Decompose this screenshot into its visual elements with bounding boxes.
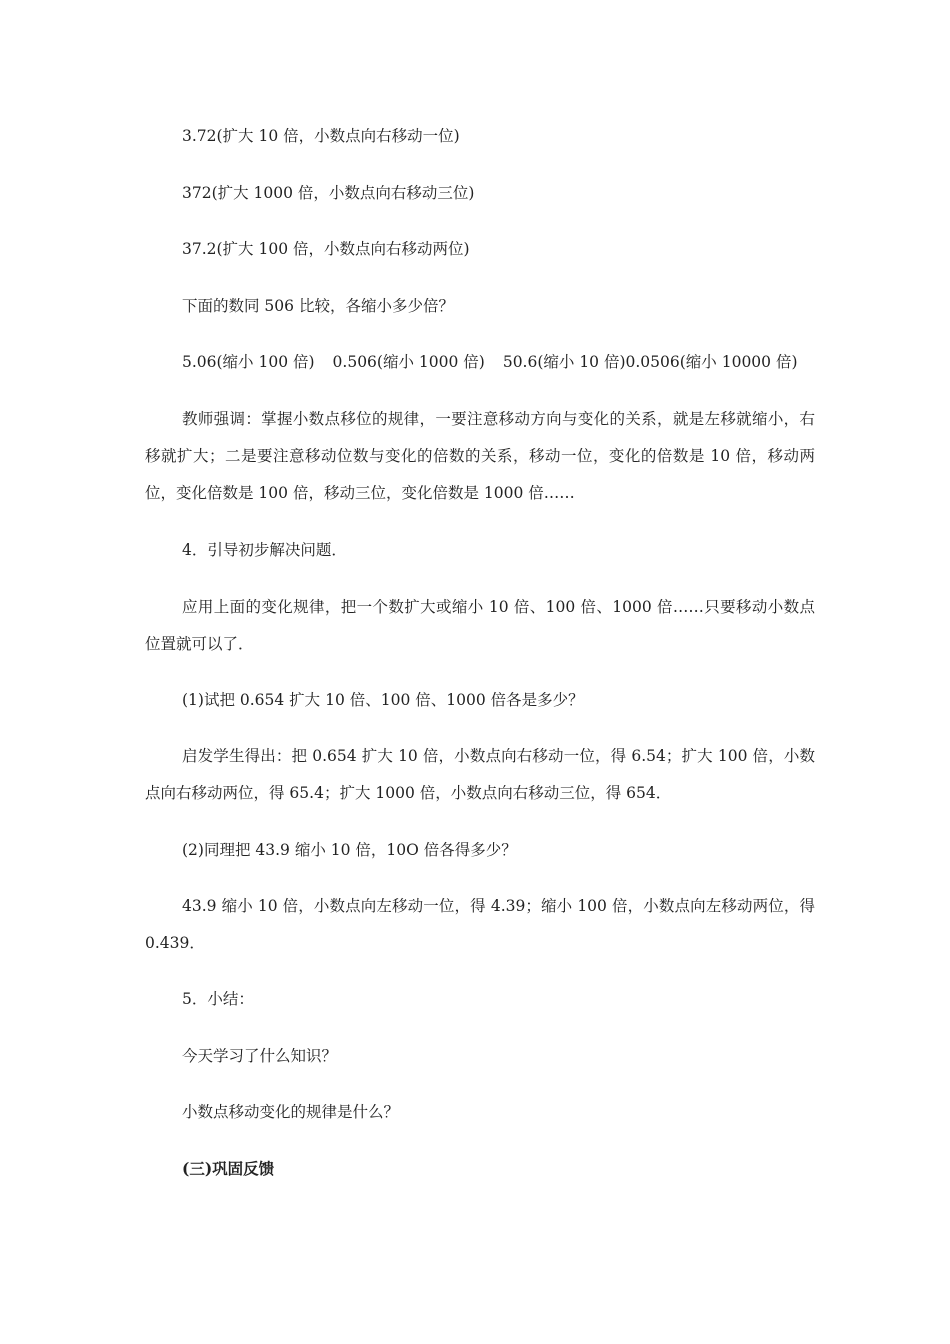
paragraph-compare-506: 下面的数同 506 比较，各缩小多少倍？ bbox=[182, 297, 454, 315]
paragraph-37-2: 37.2(扩大 100 倍，小数点向右移动两位) bbox=[182, 240, 470, 258]
paragraph-3-72: 3.72(扩大 10 倍，小数点向右移动一位) bbox=[182, 127, 460, 145]
heading-step-5-summary: 5．小结： bbox=[182, 990, 254, 1008]
paragraph-372: 372(扩大 1000 倍，小数点向右移动三位) bbox=[182, 184, 475, 202]
heading-step-4: 4．引导初步解决问题． bbox=[182, 541, 347, 559]
section-heading-consolidation: (三)巩固反馈 bbox=[182, 1159, 275, 1178]
paragraph-answer-1: 启发学生得出：把 0.654 扩大 10 倍，小数点向右移动一位，得 6.54；扩大 100 倍，小数点向右移动两位，得 65.4；扩大 1000 倍，小数点向右移动三位，得 654． bbox=[145, 747, 815, 802]
question-1: (1)试把 0.654 扩大 10 倍、100 倍、1000 倍各是多少？ bbox=[182, 691, 584, 709]
question-2: (2)同理把 43.9 缩小 10 倍，10O 倍各得多少？ bbox=[182, 841, 517, 859]
answer-50-6-and-0-0506: 50.6(缩小 10 倍)0.0506(缩小 10000 倍) bbox=[502, 353, 798, 371]
paragraph-answer-2: 43.9 缩小 10 倍，小数点向左移动一位，得 4.39；缩小 100 倍，小数点向左移动两位，得 0.439． bbox=[145, 897, 815, 952]
paragraph-shrink-answers bbox=[145, 344, 815, 381]
answer-5-06: 5.06(缩小 100 倍) bbox=[182, 353, 315, 371]
paragraph-teacher-emphasis: 教师强调：掌握小数点移位的规律，一要注意移动方向与变化的关系，就是左移就缩小，右移就扩大；二是要注意移动位数与变化的倍数的关系，移动一位，变化的倍数是 10 倍，移动两位，变化倍数是 100 倍，移动三位，变化倍数是 1000 倍…… bbox=[145, 410, 815, 502]
paragraph-apply-rule: 应用上面的变化规律，把一个数扩大或缩小 10 倍、100 倍、1000 倍……只要移动小数点位置就可以了． bbox=[145, 598, 815, 653]
summary-question-2: 小数点移动变化的规律是什么？ bbox=[182, 1103, 400, 1121]
summary-question-1: 今天学习了什么知识？ bbox=[182, 1047, 338, 1065]
answer-0-506: 0.506(缩小 1000 倍) bbox=[332, 353, 485, 371]
